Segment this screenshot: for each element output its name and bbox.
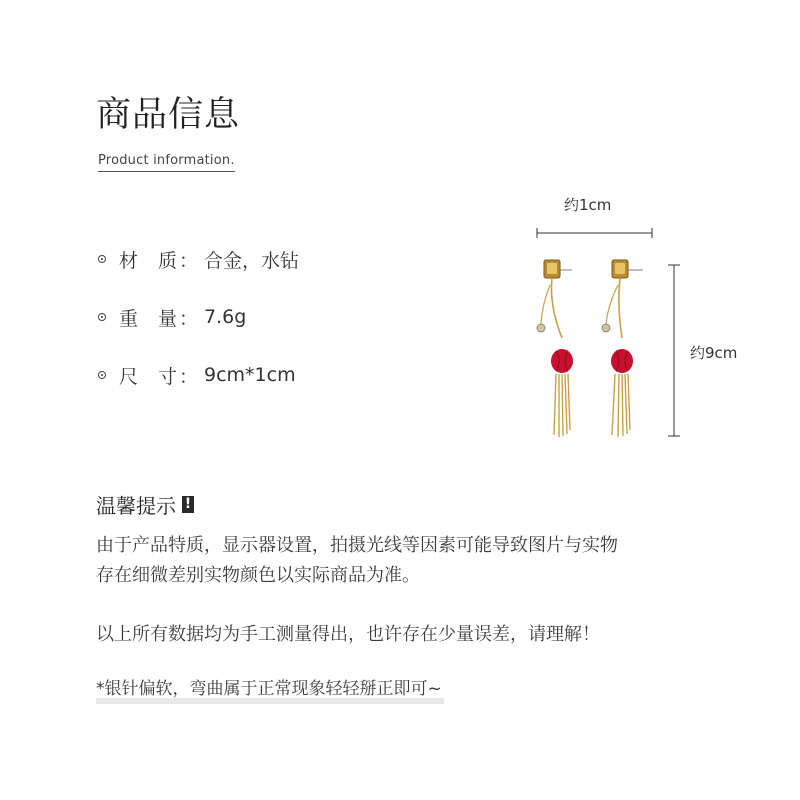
spec-colon: ： [179, 307, 199, 330]
bullet-icon [98, 313, 106, 321]
spec-row-material [98, 246, 299, 272]
width-dimension-line [537, 228, 652, 238]
note-text: *银针偏软，弯曲属于正常现象轻轻掰正即可~ [96, 679, 442, 699]
title-en: Product information. [98, 154, 235, 172]
spec-row-size [98, 362, 296, 388]
title-zh: 商品信息 [96, 95, 241, 135]
spec-row-weight [98, 304, 246, 330]
notice-paragraph-1-line-1: 由于产品特质，显示器设置，拍摄光线等因素可能导致图片与实物 [96, 535, 618, 556]
notice-paragraph-2: 以上所有数据均为手工测量得出，也许存在少量误差，请理解！ [96, 624, 600, 645]
spec-value: 9cm*1cm [204, 364, 296, 386]
notice-paragraph-1-line-2: 存在细微差别实物颜色以实际商品为准。 [96, 565, 420, 586]
spec-label: 材 质 [119, 249, 177, 272]
earring-left [537, 260, 573, 437]
height-label: 约9cm [690, 344, 738, 362]
spec-colon: ： [179, 249, 199, 272]
spec-label: 尺 寸 [119, 365, 177, 388]
spec-value: 合金，水钻 [204, 249, 300, 272]
bullet-icon [98, 371, 106, 379]
earring-right [602, 260, 643, 437]
width-label: 约1cm [564, 196, 612, 214]
bullet-icon [98, 255, 106, 263]
spec-colon: ： [179, 365, 199, 388]
height-dimension-line [668, 265, 680, 436]
notice-title: 温馨提示 ! [96, 490, 194, 519]
exclamation-icon: ! [182, 496, 194, 513]
earring-illustration [520, 190, 780, 450]
spec-value: 7.6g [204, 306, 247, 328]
spec-label: 重 量 [119, 307, 177, 330]
earring-figure [520, 190, 780, 450]
